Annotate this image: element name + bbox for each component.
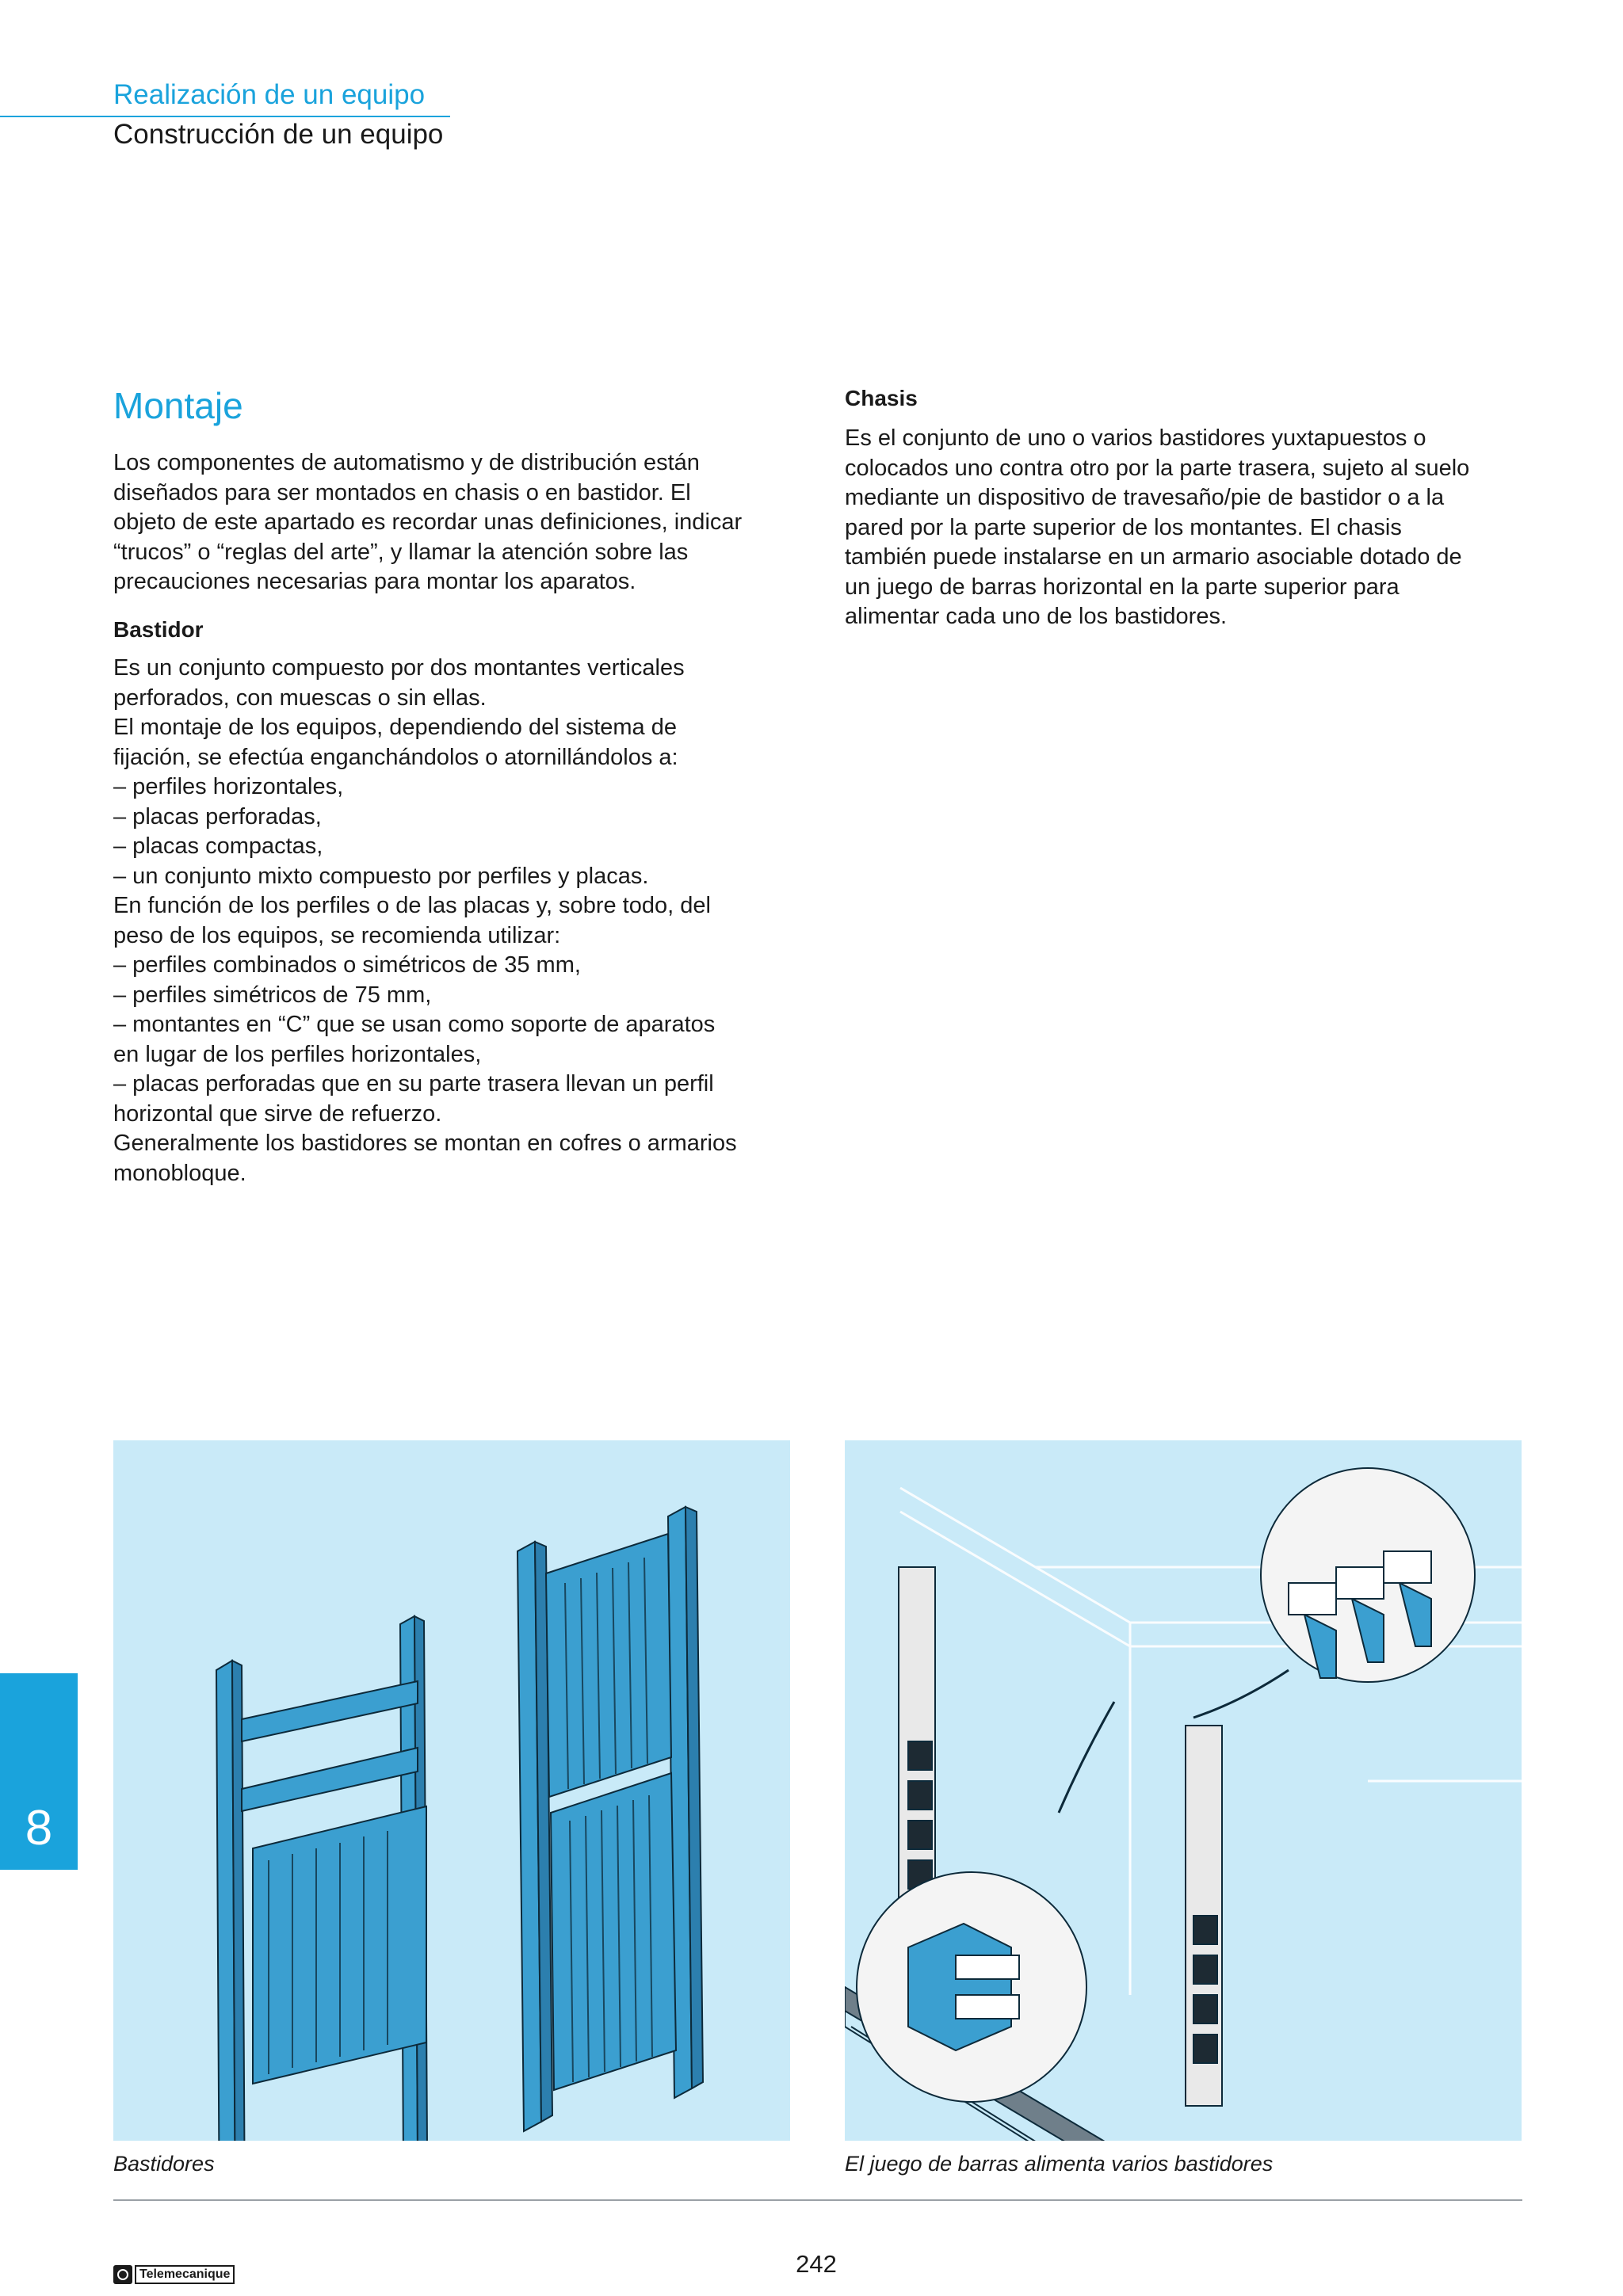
text-line: pared por la parte superior de los montantes. El chasis	[845, 514, 1402, 540]
caption-bastidores: Bastidores	[113, 2152, 215, 2176]
text-line: Es el conjunto de uno o varios bastidores yuxtapuestos o	[845, 425, 1426, 451]
bastidores-illustration	[113, 1440, 790, 2141]
text-line: En función de los perfiles o de las placas y, sobre todo, del	[113, 893, 711, 918]
chapter-title: Construcción de un equipo	[113, 119, 444, 150]
intro-paragraph	[113, 448, 803, 597]
text-line: monobloque.	[113, 1160, 246, 1186]
text-line: horizontal que sirve de refuerzo.	[113, 1100, 442, 1127]
heading-montaje: Montaje	[113, 385, 243, 426]
heading-bastidor: Bastidor	[113, 617, 204, 642]
bastidor-paragraph	[113, 654, 803, 1188]
text-line: “trucos” o “reglas del arte”, y llamar la atención sobre las	[113, 539, 689, 565]
text-line: – placas perforadas,	[113, 803, 322, 830]
text-line: – un conjunto mixto compuesto por perfiles y placas.	[113, 863, 649, 889]
text-line: Es un conjunto compuesto por dos montantes verticales	[113, 655, 685, 681]
caption-juego-de-barras: El juego de barras alimenta varios bastidores	[845, 2152, 1274, 2176]
page-number: 242	[796, 2250, 837, 2278]
text-line: – perfiles combinados o simétricos de 35 mm,	[113, 952, 581, 978]
text-line: – placas perforadas que en su parte trasera llevan un perfil	[113, 1071, 714, 1097]
section-title: Realización de un equipo	[113, 79, 426, 110]
text-line: – placas compactas,	[113, 833, 323, 859]
text-line: alimentar cada uno de los bastidores.	[845, 604, 1228, 629]
brand-mark-icon	[113, 2265, 132, 2284]
text-line: Los componentes de automatismo y de distribución están	[113, 450, 700, 475]
text-line: – montantes en “C” que se usan como soporte de aparatos	[113, 1012, 716, 1037]
text-line: – perfiles simétricos de 75 mm,	[113, 982, 432, 1008]
text-line: precauciones necesarias para montar los aparatos.	[113, 569, 636, 594]
text-line: en lugar de los perfiles horizontales,	[113, 1041, 482, 1067]
figure-bastidores	[113, 1440, 790, 2141]
text-line: objeto de este apartado es recordar unas definiciones, indicar	[113, 509, 743, 535]
text-line: un juego de barras horizontal en la parte superior para	[845, 574, 1400, 600]
text-line: mediante un dispositivo de travesaño/pie de bastidor o a la	[845, 485, 1445, 510]
chasis-paragraph	[845, 424, 1542, 632]
text-line: también puede instalarse en un armario asociable dotado de	[845, 544, 1462, 570]
brand-logo	[113, 2264, 250, 2286]
figure-juego-de-barras	[845, 1440, 1522, 2141]
text-line: diseñados para ser montados en chasis o en bastidor. El	[113, 479, 691, 505]
text-line: peso de los equipos, se recomienda utilizar:	[113, 922, 561, 948]
text-line: El montaje de los equipos, dependiendo del sistema de	[113, 715, 677, 740]
text-line: – perfiles horizontales,	[113, 774, 344, 799]
busbar-illustration	[845, 1440, 1522, 2141]
chapter-number: 8	[25, 1801, 53, 1855]
header-rule	[0, 116, 450, 117]
text-line: perforados, con muescas o sin ellas.	[113, 685, 487, 711]
heading-chasis: Chasis	[845, 386, 918, 410]
text-line: fijación, se efectúa enganchándolos o atornillándolos a:	[113, 744, 678, 770]
brand-name: Telemecanique	[135, 2265, 235, 2284]
footer-rule	[113, 2199, 1522, 2201]
text-line: Generalmente los bastidores se montan en cofres o armarios	[113, 1131, 737, 1156]
text-line: colocados uno contra otro por la parte trasera, sujeto al suelo	[845, 455, 1470, 481]
